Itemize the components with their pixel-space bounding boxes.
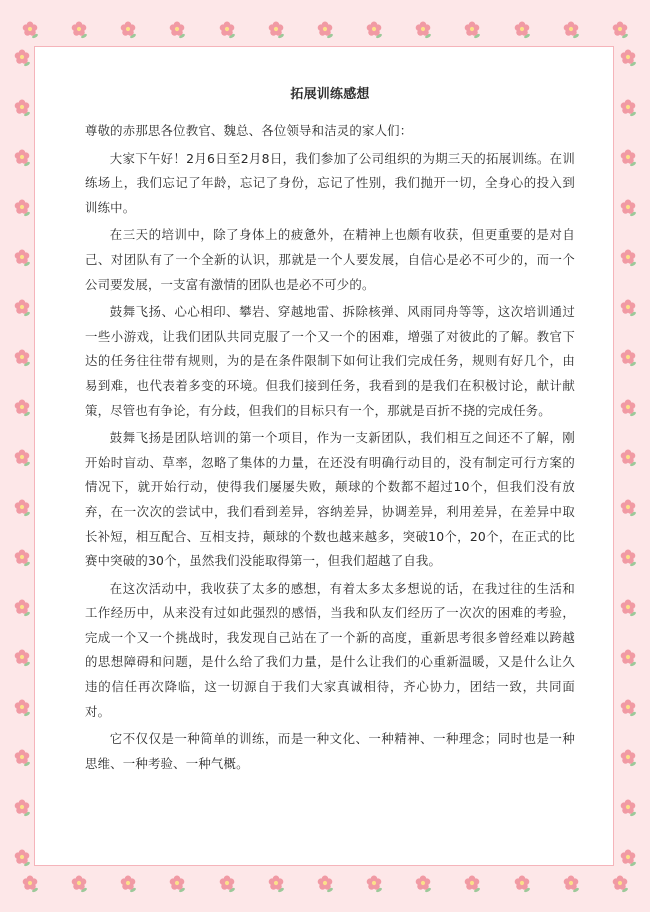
flower-icon <box>618 598 638 618</box>
flower-icon <box>618 448 638 468</box>
flower-icon <box>618 98 638 118</box>
flower-icon <box>315 20 335 40</box>
flower-icon <box>618 798 638 818</box>
paragraph-5: 在这次活动中，我收获了太多的感想，有着太多太多想说的话，在我过往的生活和工作经历中，从来没有过如此强烈的感悟，当我和队友们经历了一次次的困难的考验，完成一个又一个挑战时，我发现自己站在了一个新的高度，重新思考很多曾经难以跨越的思想障碍和问题，是什么给了我们力量，是什么让我们的心重新温暖，又是什么让久违的信任再次降临，这一切源自于我们大家真诚相待，齐心协力，团结一致，共同面对。 <box>85 580 575 719</box>
flower-icon <box>12 548 32 568</box>
paragraph-2: 在三天的培训中，除了身体上的疲惫外，在精神上也颇有收获，但更重要的是对自己、对团队有了一个全新的认识，那就是一个人要发展，自信心是必不可少的，而一个公司要发展，一支富有激情的团队也是必不可少的。 <box>85 227 575 292</box>
flower-icon <box>364 874 384 894</box>
flower-icon <box>12 598 32 618</box>
flower-icon <box>512 874 532 894</box>
flower-border-left <box>8 48 36 868</box>
flower-icon <box>12 298 32 318</box>
paragraph-3: 鼓舞飞扬、心心相印、攀岩、穿越地雷、拆除核弹、风雨同舟等等，这次培训通过一些小游戏，让我们团队共同克服了一个又一个的困难，增强了对彼此的了解。教官下达的任务往往带有规则，为的是在条件限制下如何让我们完成任务，规则有好几个，由易到难，也代表着多变的环境。但我们接到任务，我看到的是我们在积极讨论，献计献策，尽管也有争论，有分歧，但我们的目标只有一个，那就是百折不挠的完成任务。 <box>85 304 575 418</box>
flower-icon <box>610 874 630 894</box>
flower-icon <box>364 20 384 40</box>
flower-icon <box>618 548 638 568</box>
letter-content <box>85 84 575 779</box>
paragraph-1: 大家下午好！2月6日至2月8日，我们参加了公司组织的为期三天的拓展训练。在训练场上，我们忘记了年龄，忘记了身份，忘记了性别，我们抛开一切，全身心的投入到训练中。 <box>85 150 575 215</box>
flower-icon <box>167 874 187 894</box>
flower-icon <box>462 20 482 40</box>
flower-icon <box>618 298 638 318</box>
flower-icon <box>618 248 638 268</box>
flower-icon <box>618 848 638 868</box>
flower-icon <box>618 48 638 68</box>
flower-icon <box>12 448 32 468</box>
flower-icon <box>266 874 286 894</box>
flower-icon <box>413 20 433 40</box>
flower-icon <box>12 98 32 118</box>
flower-icon <box>618 398 638 418</box>
flower-icon <box>12 698 32 718</box>
flower-icon <box>12 648 32 668</box>
flower-icon <box>12 748 32 768</box>
flower-icon <box>20 20 40 40</box>
flower-icon <box>118 20 138 40</box>
flower-icon <box>12 348 32 368</box>
flower-icon <box>12 798 32 818</box>
flower-icon <box>315 874 335 894</box>
flower-icon <box>266 20 286 40</box>
flower-icon <box>618 148 638 168</box>
flower-icon <box>618 198 638 218</box>
letter-title: 拓展训练感想 <box>290 87 370 102</box>
flower-icon <box>217 874 237 894</box>
flower-icon <box>217 20 237 40</box>
letter-greeting: 尊敬的赤那思各位教官、魏总、各位领导和洁灵的家人们： <box>85 123 413 138</box>
flower-icon <box>12 848 32 868</box>
flower-icon <box>12 198 32 218</box>
flower-icon <box>618 498 638 518</box>
flower-border-right <box>614 48 642 868</box>
flower-icon <box>610 20 630 40</box>
flower-icon <box>12 148 32 168</box>
flower-icon <box>12 248 32 268</box>
flower-icon <box>561 874 581 894</box>
flower-icon <box>12 498 32 518</box>
flower-icon <box>12 398 32 418</box>
flower-icon <box>618 748 638 768</box>
flower-icon <box>20 874 40 894</box>
flower-icon <box>462 874 482 894</box>
flower-border-bottom <box>20 868 630 900</box>
flower-icon <box>167 20 187 40</box>
flower-border-top <box>20 14 630 46</box>
paragraph-4: 鼓舞飞扬是团队培训的第一个项目，作为一支新团队，我们相互之间还不了解，刚开始时盲动、草率，忽略了集体的力量，在还没有明确行动目的，没有制定可行方案的情况下，就开始行动，使得我们屡屡失败，颠球的个数都不超过10个，但我们没有放弃，在一次次的尝试中，我们看到差异，容纳差异，协调差异，利用差异，在差异中取长补短，相互配合、互相支持，颠球的个数也越来越多，突破10个，20个，在正式的比赛中突破的30个，虽然我们没能取得第一，但我们超越了自我。 <box>85 430 575 569</box>
paragraph-6: 它不仅仅是一种简单的训练，而是一种文化、一种精神、一种理念；同时也是一种思维、一种考验、一种气概。 <box>85 731 575 771</box>
flower-icon <box>618 698 638 718</box>
flower-icon <box>118 874 138 894</box>
flower-icon <box>618 348 638 368</box>
flower-icon <box>561 20 581 40</box>
flower-icon <box>512 20 532 40</box>
flower-icon <box>618 648 638 668</box>
flower-icon <box>12 48 32 68</box>
flower-icon <box>69 20 89 40</box>
flower-icon <box>413 874 433 894</box>
flower-icon <box>69 874 89 894</box>
